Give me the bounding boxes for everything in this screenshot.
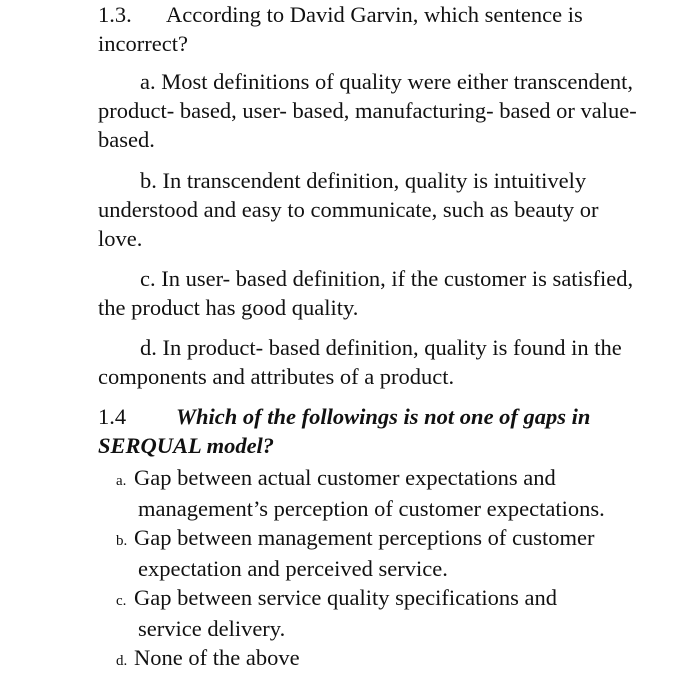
question-1-4-option-c [116,584,636,642]
question-1-3-number: 1.3. [98,2,132,27]
question-1-4-header [98,402,638,460]
question-1-3-line2: incorrect? [98,31,188,56]
option-marker: d. [116,653,128,669]
question-1-4-option-a [116,464,636,522]
question-1-4-option-d [116,644,636,675]
question-1-3-option-c: c. In user- based definition, if the customer is satisfied, the product has good quality. [98,266,634,320]
question-1-3-text: According to David Garvin, which sentence is [166,2,583,27]
option-text-line1: Gap between management perceptions of customer [134,525,595,550]
option-text-line2: management’s perception of customer expectations. [138,496,605,521]
option-marker: b. [116,533,128,549]
question-1-4-number: 1.4 [98,404,127,429]
question-1-4-line2: SERQUAL model? [98,433,275,458]
question-1-3-line1 [98,0,638,29]
question-1-3-option-d: d. In product- based definition, quality is found in the components and attributes of a product. [98,335,622,389]
option-marker: a. [116,473,127,489]
option-text-line1: None of the above [134,645,300,670]
option-text-line2: service delivery. [138,616,286,641]
question-1-3-header [98,0,638,58]
question-1-3-option-a: a. Most definitions of quality were either transcendent, product- based, user- based, manufacturing- based or value- based. [98,69,637,152]
option-text-line1: Gap between service quality specifications and [134,585,557,610]
question-1-4-text: Which of the followings is not one of gaps in [176,404,591,429]
option-text-line2: expectation and perceived service. [138,556,448,581]
option-text-line1: Gap between actual customer expectations and [134,465,556,490]
question-1-3-option-b: b. In transcendent definition, quality is intuitively understood and easy to communicate, such as beauty or love. [98,168,599,251]
question-1-4-line1 [98,402,638,431]
option-marker: c. [116,593,127,609]
question-1-4-option-b [116,524,636,582]
